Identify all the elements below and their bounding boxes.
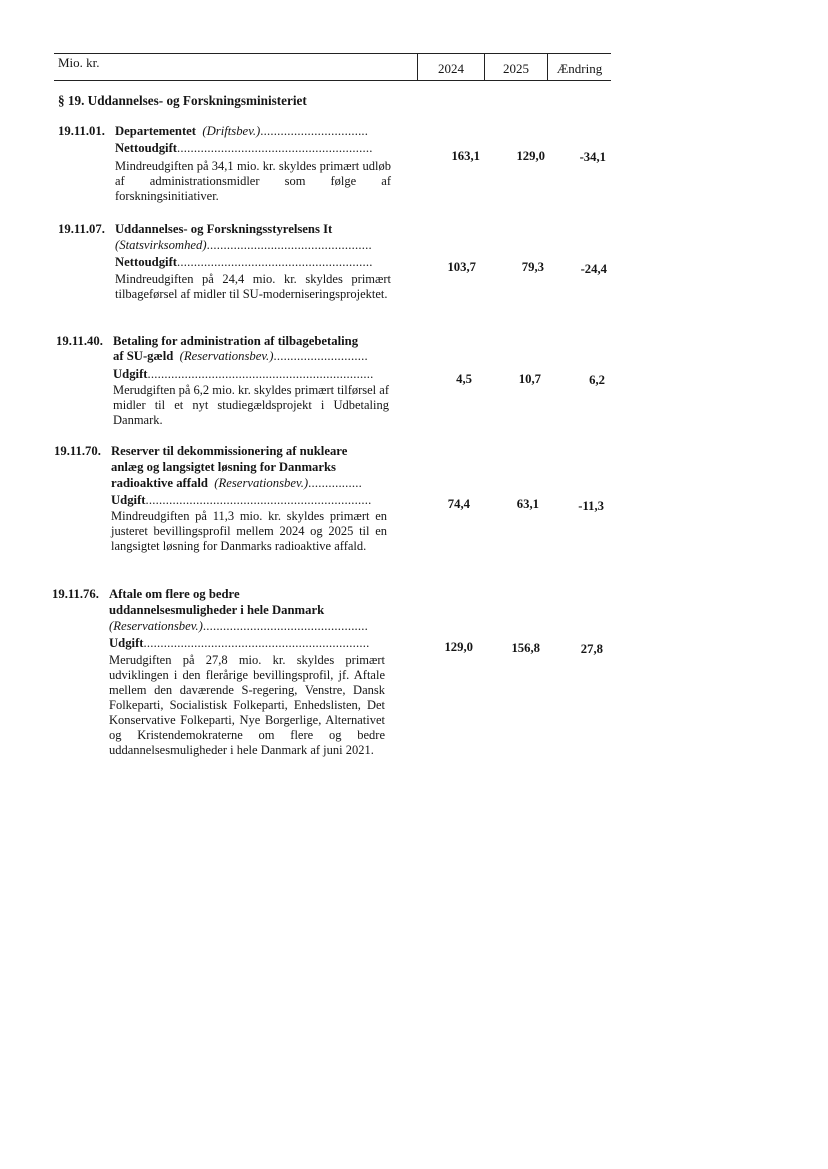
value-2024: 163,1: [451, 149, 480, 163]
value-2024: 103,7: [447, 260, 476, 274]
column-header-change: Ændring: [556, 61, 603, 76]
dot-leader: ..........................................................: [177, 255, 373, 269]
item-appropriation-type: (Reservationsbev.): [109, 619, 203, 633]
value-2024: 74,4: [447, 497, 470, 511]
column-header-2024: 2024: [438, 61, 464, 76]
item-sub-label: Udgift: [113, 367, 148, 381]
item-title-line: [113, 349, 368, 364]
column-header-row: [54, 53, 611, 81]
item-title: Betaling for administration af tilbagebetaling: [113, 334, 359, 348]
item-description: Mindreudgiften på 24,4 mio. kr. skyldes primært tilbageførsel af midler til SU-moderniseringsprojektet.: [115, 272, 391, 301]
item-description: Mindreudgiften på 11,3 mio. kr. skyldes primært en justeret bevillingsprofil mellem 2024 og 2025 til en langsigtet løsning for Danmarks radioaktive affald.: [111, 509, 387, 553]
dot-leader: .................................................: [202, 619, 369, 633]
dot-leader: ...................................................................: [147, 367, 374, 381]
value-change: 27,8: [580, 642, 603, 656]
section-title: § 19. Uddannelses- og Forskningsministeriet: [58, 93, 307, 108]
value-2025: 10,7: [518, 372, 541, 386]
item-appropriation-line: [109, 619, 368, 634]
column-header-2025: 2025: [503, 61, 529, 76]
item-appropriation-type: (Reservationsbev.): [214, 476, 309, 490]
item-title: Departementet: [115, 124, 197, 138]
dot-leader: ................: [308, 476, 363, 490]
value-change: -34,1: [579, 150, 606, 164]
item-appropriation-type: (Statsvirksomhed): [115, 238, 207, 252]
item-sub-line: [109, 636, 369, 651]
item-title: Uddannelses- og Forskningsstyrelsens It: [115, 222, 333, 236]
dot-leader: ..........................................................: [177, 141, 373, 155]
dot-leader: ................................: [260, 124, 369, 138]
item-appropriation-type: (Driftsbev.): [202, 124, 261, 138]
item-title-line: [115, 124, 368, 139]
item-title: Reserver til dekommissionering af nukleare: [111, 444, 348, 458]
item-code: 19.11.01.: [58, 124, 105, 138]
unit-label: Mio. kr.: [58, 55, 100, 70]
value-change: -24,4: [580, 262, 607, 276]
item-sub-label: Udgift: [109, 636, 144, 650]
value-change: 6,2: [589, 373, 605, 387]
item-description: Mindreudgiften på 34,1 mio. kr. skyldes primært udløb af administrationsmidler som følge af forskningsinitiativer.: [115, 159, 391, 203]
item-title-line: [111, 476, 362, 491]
item-sub-line: [115, 141, 373, 156]
item-sub-line: [115, 255, 373, 270]
item-title: radioaktive affald: [111, 476, 208, 490]
value-2025: 63,1: [516, 497, 539, 511]
item-sub-label: Nettoudgift: [115, 255, 178, 269]
dot-leader: ...................................................................: [145, 493, 372, 507]
item-code: 19.11.40.: [56, 334, 103, 348]
item-title: Aftale om flere og bedre: [109, 587, 240, 601]
dot-leader: ...................................................................: [143, 636, 370, 650]
item-title: af SU-gæld: [113, 349, 174, 363]
item-code: 19.11.07.: [58, 222, 105, 236]
item-sub-label: Nettoudgift: [115, 141, 178, 155]
value-2025: 156,8: [511, 641, 540, 655]
item-appropriation-type: (Reservationsbev.): [179, 349, 274, 363]
value-2025: 79,3: [521, 260, 544, 274]
dot-leader: .................................................: [206, 238, 372, 252]
item-code: 19.11.70.: [54, 444, 101, 458]
value-2025: 129,0: [516, 149, 545, 163]
item-code: 19.11.76.: [52, 587, 99, 601]
item-appropriation-line: [115, 238, 372, 253]
item-sub-label: Udgift: [111, 493, 146, 507]
item-title: uddannelsesmuligheder i hele Danmark: [109, 603, 325, 617]
dot-leader: ............................: [273, 349, 368, 363]
value-2024: 129,0: [444, 640, 473, 654]
item-description: Merudgiften på 6,2 mio. kr. skyldes primært tilførsel af midler til et nyt studiegældsprojekt i Udbetaling Danmark.: [113, 383, 389, 427]
item-description: Merudgiften på 27,8 mio. kr. skyldes primært udviklingen i den flerårige bevillingsprofil, jf. Aftale mellem den daværende S-regering, Venstre, Dansk Folkeparti, Socialistisk Folkeparti, Enhedslisten, Det Konservative Folkeparti, Nye Borgerlige, Alternativet og Kristendemokraterne om flere og bedre uddannelsesmuligheder i hele Danmark af juni 2021.: [109, 653, 385, 757]
value-2024: 4,5: [456, 372, 472, 386]
item-sub-line: [113, 367, 373, 382]
value-change: -11,3: [578, 499, 604, 513]
item-title: anlæg og langsigtet løsning for Danmarks: [111, 460, 336, 474]
item-sub-line: [111, 493, 371, 508]
